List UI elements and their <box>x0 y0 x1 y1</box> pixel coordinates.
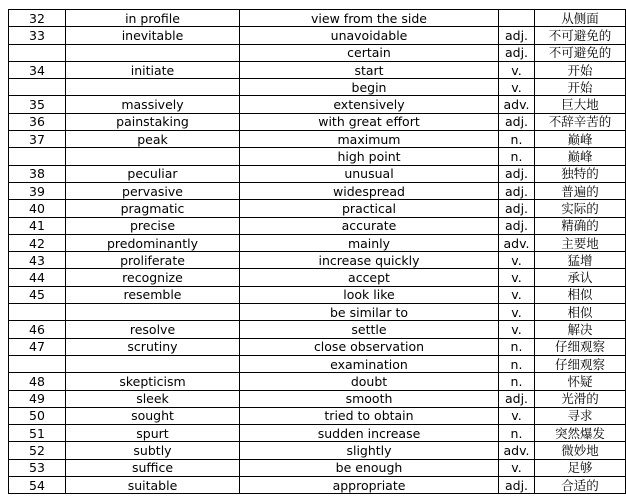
headword-cell: scrutiny <box>66 338 240 355</box>
table-row <box>9 338 626 355</box>
synonym-cell: widespread <box>240 182 499 199</box>
table-row <box>9 61 626 78</box>
synonym-cell: look like <box>240 286 499 303</box>
synonym-cell: begin <box>240 79 499 96</box>
entry-number-cell: 51 <box>9 425 66 442</box>
headword-cell: predominantly <box>66 234 240 251</box>
headword-cell: sought <box>66 407 240 424</box>
part-of-speech-cell: adj. <box>499 113 535 130</box>
part-of-speech-cell: adj. <box>499 390 535 407</box>
entry-number-cell: 38 <box>9 165 66 182</box>
synonym-cell: examination <box>240 355 499 372</box>
table-row <box>9 234 626 251</box>
headword-cell: spurt <box>66 425 240 442</box>
entry-number-cell: 33 <box>9 27 66 44</box>
table-row <box>9 217 626 234</box>
headword-cell <box>66 148 240 165</box>
headword-cell: pragmatic <box>66 200 240 217</box>
table-row <box>9 10 626 27</box>
chinese-meaning-cell: 仔细观察 <box>535 338 626 355</box>
entry-number-cell: 43 <box>9 252 66 269</box>
headword-cell <box>66 304 240 321</box>
table-row <box>9 200 626 217</box>
synonym-cell: start <box>240 61 499 78</box>
chinese-meaning-cell: 不辞辛苦的 <box>535 113 626 130</box>
entry-number-cell: 39 <box>9 182 66 199</box>
entry-number-cell: 52 <box>9 442 66 459</box>
table-row <box>9 373 626 390</box>
entry-number-cell: 35 <box>9 96 66 113</box>
headword-cell: suffice <box>66 459 240 476</box>
chinese-meaning-cell: 巅峰 <box>535 148 626 165</box>
headword-cell: suitable <box>66 477 240 494</box>
entry-number-cell <box>9 304 66 321</box>
headword-cell: in profile <box>66 10 240 27</box>
synonym-cell: tried to obtain <box>240 407 499 424</box>
chinese-meaning-cell: 猛增 <box>535 252 626 269</box>
part-of-speech-cell: v. <box>499 459 535 476</box>
part-of-speech-cell <box>499 10 535 27</box>
table-row <box>9 390 626 407</box>
vocabulary-table <box>8 9 626 494</box>
chinese-meaning-cell: 怀疑 <box>535 373 626 390</box>
synonym-cell: high point <box>240 148 499 165</box>
table-row <box>9 407 626 424</box>
chinese-meaning-cell: 普遍的 <box>535 182 626 199</box>
chinese-meaning-cell: 突然爆发 <box>535 425 626 442</box>
table-row <box>9 442 626 459</box>
entry-number-cell: 48 <box>9 373 66 390</box>
chinese-meaning-cell: 实际的 <box>535 200 626 217</box>
synonym-cell: increase quickly <box>240 252 499 269</box>
chinese-meaning-cell: 解决 <box>535 321 626 338</box>
chinese-meaning-cell: 承认 <box>535 269 626 286</box>
part-of-speech-cell: n. <box>499 148 535 165</box>
synonym-cell: be enough <box>240 459 499 476</box>
synonym-cell: extensively <box>240 96 499 113</box>
table-row <box>9 96 626 113</box>
headword-cell: recognize <box>66 269 240 286</box>
synonym-cell: certain <box>240 44 499 61</box>
part-of-speech-cell: adv. <box>499 234 535 251</box>
part-of-speech-cell: adj. <box>499 165 535 182</box>
synonym-cell: be similar to <box>240 304 499 321</box>
part-of-speech-cell: adj. <box>499 217 535 234</box>
part-of-speech-cell: v. <box>499 407 535 424</box>
entry-number-cell: 40 <box>9 200 66 217</box>
synonym-cell: unusual <box>240 165 499 182</box>
part-of-speech-cell: v. <box>499 286 535 303</box>
entry-number-cell: 45 <box>9 286 66 303</box>
chinese-meaning-cell: 开始 <box>535 79 626 96</box>
headword-cell: massively <box>66 96 240 113</box>
part-of-speech-cell: adj. <box>499 200 535 217</box>
part-of-speech-cell: adj. <box>499 182 535 199</box>
part-of-speech-cell: n. <box>499 425 535 442</box>
headword-cell: proliferate <box>66 252 240 269</box>
headword-cell: pervasive <box>66 182 240 199</box>
chinese-meaning-cell: 巨大地 <box>535 96 626 113</box>
headword-cell: precise <box>66 217 240 234</box>
synonym-cell: appropriate <box>240 477 499 494</box>
table-row <box>9 425 626 442</box>
entry-number-cell: 41 <box>9 217 66 234</box>
part-of-speech-cell: v. <box>499 304 535 321</box>
chinese-meaning-cell: 主要地 <box>535 234 626 251</box>
chinese-meaning-cell: 精确的 <box>535 217 626 234</box>
chinese-meaning-cell: 不可避免的 <box>535 27 626 44</box>
table-row <box>9 321 626 338</box>
chinese-meaning-cell: 光滑的 <box>535 390 626 407</box>
entry-number-cell: 32 <box>9 10 66 27</box>
table-row <box>9 182 626 199</box>
headword-cell: painstaking <box>66 113 240 130</box>
headword-cell <box>66 79 240 96</box>
entry-number-cell <box>9 148 66 165</box>
headword-cell: initiate <box>66 61 240 78</box>
chinese-meaning-cell: 寻求 <box>535 407 626 424</box>
table-row <box>9 286 626 303</box>
entry-number-cell: 44 <box>9 269 66 286</box>
table-row <box>9 355 626 372</box>
chinese-meaning-cell: 巅峰 <box>535 131 626 148</box>
vocabulary-table-body <box>9 10 626 494</box>
synonym-cell: practical <box>240 200 499 217</box>
part-of-speech-cell: adv. <box>499 442 535 459</box>
chinese-meaning-cell: 不可避免的 <box>535 44 626 61</box>
table-row <box>9 79 626 96</box>
table-row <box>9 131 626 148</box>
part-of-speech-cell: adj. <box>499 27 535 44</box>
headword-cell: peak <box>66 131 240 148</box>
synonym-cell: unavoidable <box>240 27 499 44</box>
part-of-speech-cell: v. <box>499 79 535 96</box>
part-of-speech-cell: adj. <box>499 44 535 61</box>
part-of-speech-cell: n. <box>499 338 535 355</box>
chinese-meaning-cell: 微妙地 <box>535 442 626 459</box>
headword-cell: peculiar <box>66 165 240 182</box>
part-of-speech-cell: v. <box>499 61 535 78</box>
part-of-speech-cell: n. <box>499 131 535 148</box>
part-of-speech-cell: adv. <box>499 96 535 113</box>
synonym-cell: mainly <box>240 234 499 251</box>
part-of-speech-cell: v. <box>499 269 535 286</box>
entry-number-cell: 49 <box>9 390 66 407</box>
entry-number-cell <box>9 355 66 372</box>
synonym-cell: smooth <box>240 390 499 407</box>
table-row <box>9 44 626 61</box>
entry-number-cell <box>9 44 66 61</box>
entry-number-cell: 36 <box>9 113 66 130</box>
headword-cell: resolve <box>66 321 240 338</box>
part-of-speech-cell: n. <box>499 373 535 390</box>
chinese-meaning-cell: 开始 <box>535 61 626 78</box>
synonym-cell: settle <box>240 321 499 338</box>
chinese-meaning-cell: 相似 <box>535 304 626 321</box>
synonym-cell: sudden increase <box>240 425 499 442</box>
table-row <box>9 269 626 286</box>
headword-cell: skepticism <box>66 373 240 390</box>
headword-cell: subtly <box>66 442 240 459</box>
chinese-meaning-cell: 仔细观察 <box>535 355 626 372</box>
table-row <box>9 148 626 165</box>
synonym-cell: maximum <box>240 131 499 148</box>
entry-number-cell: 34 <box>9 61 66 78</box>
part-of-speech-cell: n. <box>499 355 535 372</box>
entry-number-cell: 47 <box>9 338 66 355</box>
synonym-cell: with great effort <box>240 113 499 130</box>
entry-number-cell: 50 <box>9 407 66 424</box>
synonym-cell: close observation <box>240 338 499 355</box>
headword-cell <box>66 355 240 372</box>
headword-cell: inevitable <box>66 27 240 44</box>
part-of-speech-cell: adj. <box>499 477 535 494</box>
entry-number-cell: 53 <box>9 459 66 476</box>
headword-cell: sleek <box>66 390 240 407</box>
synonym-cell: slightly <box>240 442 499 459</box>
chinese-meaning-cell: 从侧面 <box>535 10 626 27</box>
synonym-cell: doubt <box>240 373 499 390</box>
table-row <box>9 459 626 476</box>
entry-number-cell: 54 <box>9 477 66 494</box>
table-row <box>9 252 626 269</box>
synonym-cell: accept <box>240 269 499 286</box>
chinese-meaning-cell: 相似 <box>535 286 626 303</box>
entry-number-cell: 42 <box>9 234 66 251</box>
synonym-cell: accurate <box>240 217 499 234</box>
headword-cell: resemble <box>66 286 240 303</box>
part-of-speech-cell: v. <box>499 321 535 338</box>
headword-cell <box>66 44 240 61</box>
entry-number-cell: 37 <box>9 131 66 148</box>
chinese-meaning-cell: 独特的 <box>535 165 626 182</box>
table-row <box>9 113 626 130</box>
entry-number-cell <box>9 79 66 96</box>
table-row <box>9 27 626 44</box>
chinese-meaning-cell: 足够 <box>535 459 626 476</box>
table-row <box>9 165 626 182</box>
part-of-speech-cell: v. <box>499 252 535 269</box>
entry-number-cell: 46 <box>9 321 66 338</box>
chinese-meaning-cell: 合适的 <box>535 477 626 494</box>
table-row <box>9 477 626 494</box>
synonym-cell: view from the side <box>240 10 499 27</box>
table-row <box>9 304 626 321</box>
